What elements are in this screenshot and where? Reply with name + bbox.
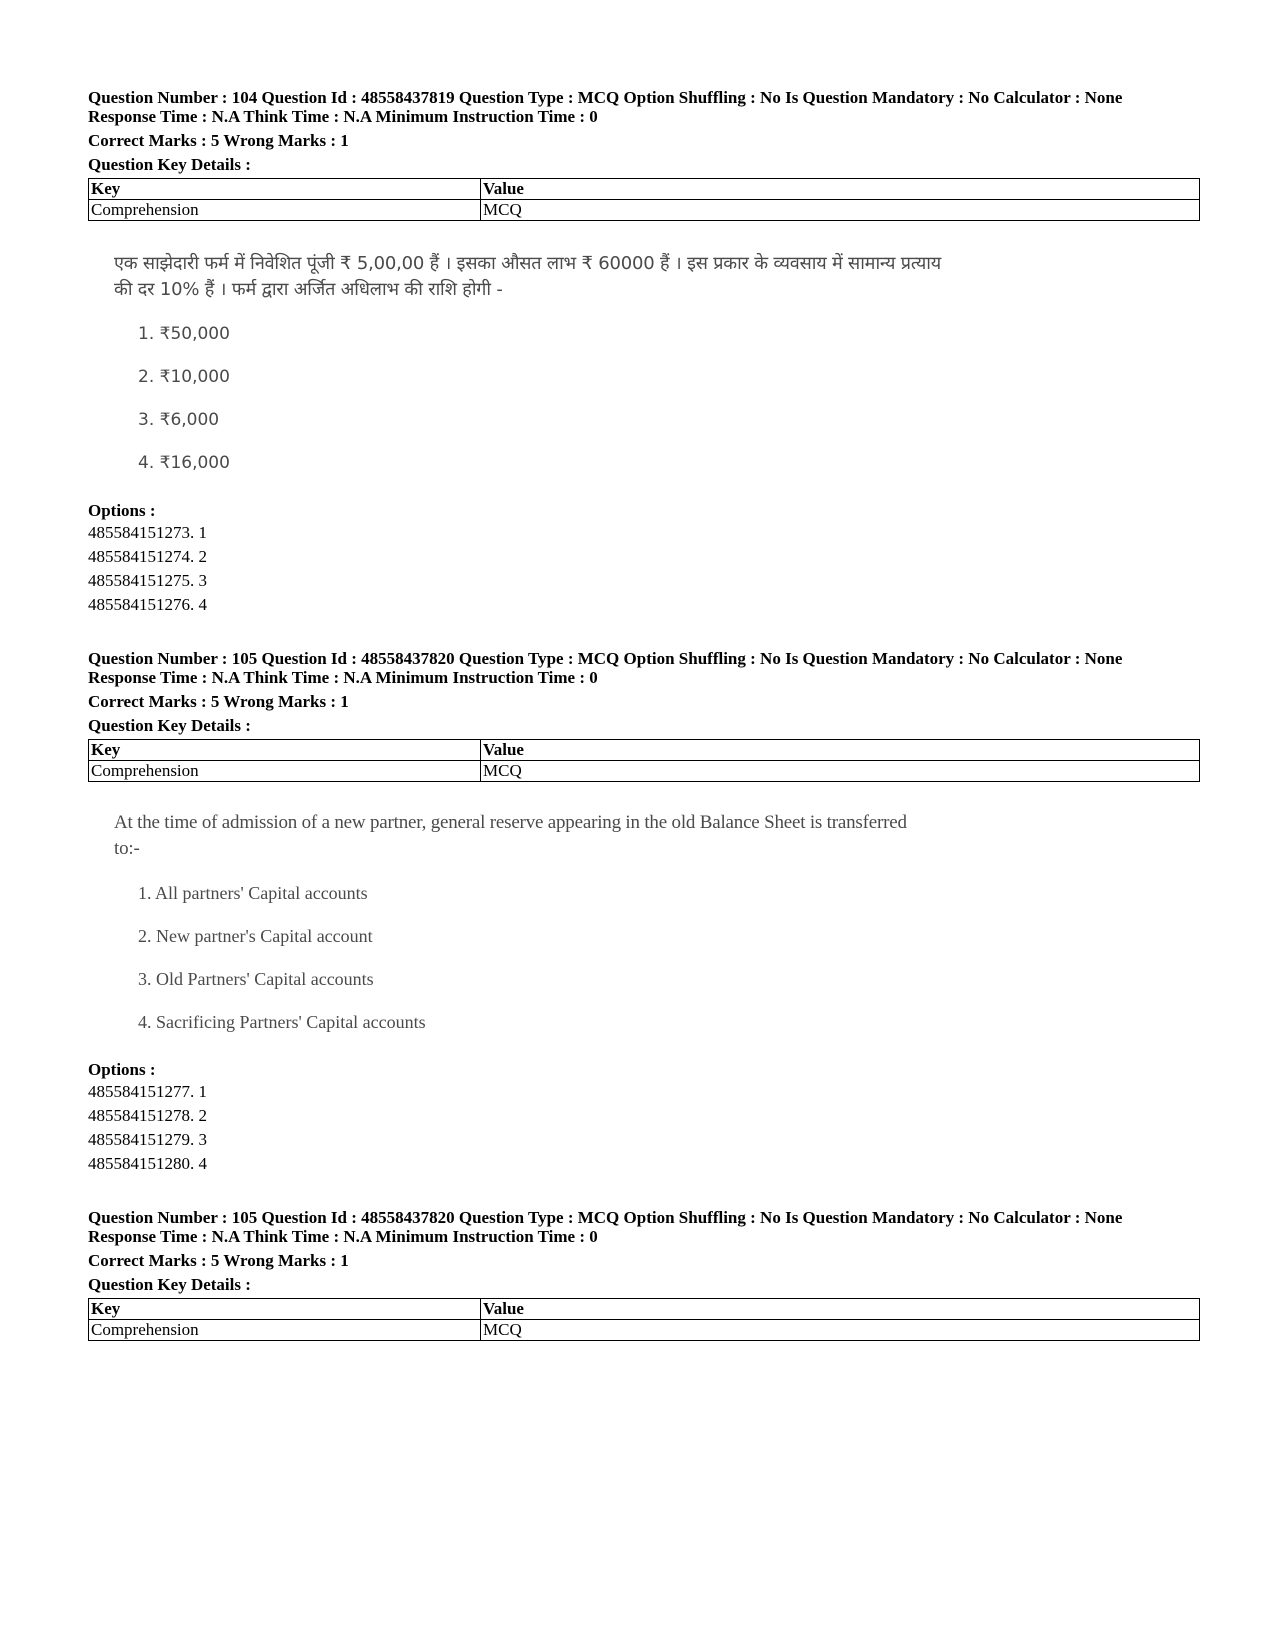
question-meta	[88, 88, 1200, 126]
question-key-details-label: Question Key Details :	[88, 716, 251, 735]
answer-choice: 3. ₹6,000	[138, 410, 220, 430]
question-text-line-1: एक साझेदारी फर्म में निवेशित पूंजी ₹ 5,00,00 हैं । इसका औसत लाभ ₹ 60000 हैं । इस प्रकार के व्यवसाय में सामान्य प्रत्याय	[114, 253, 941, 274]
key-table-cell-key: Comprehension	[89, 1320, 481, 1341]
question-block-104	[88, 88, 1200, 617]
question-text	[114, 251, 974, 303]
answer-choice: 1. All partners' Capital accounts	[138, 883, 368, 903]
key-table-cell-key: Comprehension	[89, 761, 481, 782]
question-meta	[88, 1208, 1200, 1246]
question-marks: Correct Marks : 5 Wrong Marks : 1	[88, 692, 349, 711]
key-table-header-key: Key	[89, 740, 481, 761]
key-table-header-row	[89, 179, 1200, 200]
question-marks: Correct Marks : 5 Wrong Marks : 1	[88, 1251, 349, 1270]
key-table-row	[89, 200, 1200, 221]
key-table-header-key: Key	[89, 1299, 481, 1320]
key-table-row	[89, 761, 1200, 782]
document-page	[88, 88, 1200, 1341]
options-label: Options :	[88, 501, 156, 520]
question-key-table	[88, 178, 1200, 221]
option-item: 485584151277. 1	[88, 1082, 207, 1101]
question-block-105-repeat	[88, 1208, 1200, 1341]
key-table-cell-value: MCQ	[481, 1320, 1200, 1341]
key-table-header-value: Value	[481, 1299, 1200, 1320]
question-key-table	[88, 1298, 1200, 1341]
key-table-header-value: Value	[481, 179, 1200, 200]
options-label: Options :	[88, 1060, 156, 1079]
question-block-105	[88, 649, 1200, 1176]
question-meta	[88, 649, 1200, 687]
question-key-details-label: Question Key Details :	[88, 1275, 251, 1294]
question-meta-line-1: Question Number : 105 Question Id : 48558437820 Question Type : MCQ Option Shuffling : No Is Question Mandatory : No Calculator : None	[88, 1208, 1123, 1227]
question-meta-line-2: Response Time : N.A Think Time : N.A Minimum Instruction Time : 0	[88, 668, 598, 687]
key-table-cell-value: MCQ	[481, 200, 1200, 221]
key-table-header-value: Value	[481, 740, 1200, 761]
question-meta-line-1: Question Number : 104 Question Id : 48558437819 Question Type : MCQ Option Shuffling : No Is Question Mandatory : No Calculator : None	[88, 88, 1123, 107]
key-table-row	[89, 1320, 1200, 1341]
question-image-text	[114, 810, 1200, 1032]
question-marks: Correct Marks : 5 Wrong Marks : 1	[88, 131, 349, 150]
key-table-header-row	[89, 740, 1200, 761]
option-item: 485584151274. 2	[88, 547, 207, 566]
key-table-header-row	[89, 1299, 1200, 1320]
question-key-table	[88, 739, 1200, 782]
question-meta-line-2: Response Time : N.A Think Time : N.A Minimum Instruction Time : 0	[88, 1227, 598, 1246]
option-item: 485584151280. 4	[88, 1154, 207, 1173]
question-text-line-2: की दर 10% हैं । फर्म द्वारा अर्जित अधिलाभ की राशि होगी -	[114, 279, 503, 300]
option-item: 485584151278. 2	[88, 1106, 207, 1125]
option-item: 485584151279. 3	[88, 1130, 207, 1149]
answer-choice: 4. ₹16,000	[138, 453, 230, 473]
key-table-cell-key: Comprehension	[89, 200, 481, 221]
question-text-line-1: At the time of admission of a new partner, general reserve appearing in the old Balance Sheet is transferred	[114, 812, 907, 833]
question-text-line-2: to:-	[114, 838, 140, 859]
key-table-header-key: Key	[89, 179, 481, 200]
question-image-text	[114, 251, 1200, 473]
answer-choice: 2. ₹10,000	[138, 367, 230, 387]
answer-choice: 3. Old Partners' Capital accounts	[138, 969, 374, 989]
question-meta-line-2: Response Time : N.A Think Time : N.A Minimum Instruction Time : 0	[88, 107, 598, 126]
question-meta-line-1: Question Number : 105 Question Id : 48558437820 Question Type : MCQ Option Shuffling : No Is Question Mandatory : No Calculator : None	[88, 649, 1123, 668]
option-item: 485584151276. 4	[88, 595, 207, 614]
answer-choice: 4. Sacrificing Partners' Capital accounts	[138, 1012, 426, 1032]
option-item: 485584151275. 3	[88, 571, 207, 590]
question-key-details-label: Question Key Details :	[88, 155, 251, 174]
answer-choice: 1. ₹50,000	[138, 324, 230, 344]
key-table-cell-value: MCQ	[481, 761, 1200, 782]
option-item: 485584151273. 1	[88, 523, 207, 542]
question-text	[114, 810, 974, 862]
answer-choice: 2. New partner's Capital account	[138, 926, 373, 946]
